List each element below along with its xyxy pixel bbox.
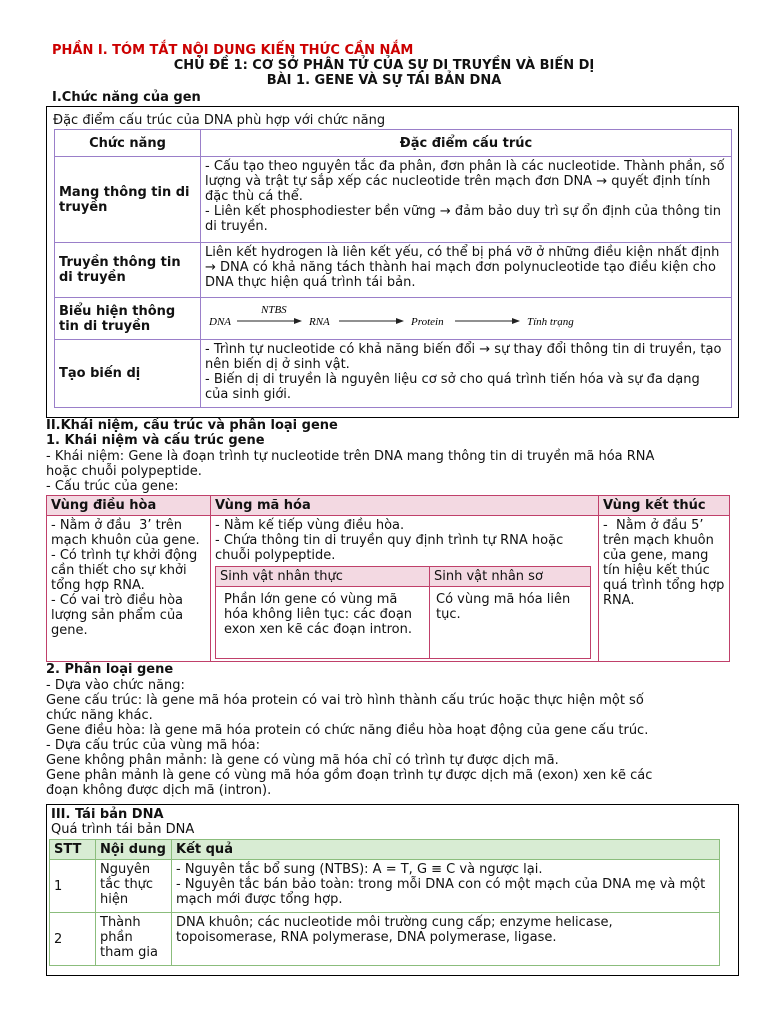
section3-box [46,804,739,976]
table-row [216,587,591,659]
text-line: Gene điều hòa: là gene mã hóa protein có chức năng điều hòa hoạt động của gene cấu trúc. [46,723,649,738]
coding-cell [211,516,599,662]
section1-caption: Đặc điểm cấu trúc của DNA phù hợp với chức năng [53,113,386,128]
col-stt: STT [50,840,96,860]
gene-definition-2: hoặc chuỗi polypeptide. [46,464,202,479]
expression-flow-diagram [205,304,725,334]
section2-sub2: 2. Phân loại gene [46,662,174,677]
text-line: Gene cấu trúc: là gene mã hóa protein có vai trò hình thành cấu trúc hoặc thực hiện một số [46,693,644,708]
table-row [55,340,732,408]
col-function: Chức năng [55,130,201,157]
table-row [55,157,732,243]
col-coding: Vùng mã hóa [211,496,599,516]
row-stt: 1 [50,860,96,913]
row-content: Nguyên tắc thực hiện [96,860,172,913]
row-desc: - Cấu tạo theo nguyên tắc đa phân, đơn phân là các nucleotide. Thành phần, số lượng và trật tự sắp xếp các nucleotide trên mạch đơn DNA → quyết định tính đặc thù cá thể. - Liên kết phosphodiester bền vững → đảm bảo duy trì sự ổn định của thông tin di truyền. [201,157,732,243]
gene-definition-1: - Khái niệm: Gene là đoạn trình tự nucleotide trên DNA mang thông tin di truyền mã hóa RNA [46,449,655,464]
col-termination: Vùng kết thúc [599,496,730,516]
termination-text: - Nằm ở đầu 5’ trên mạch khuôn của gene, mang tín hiệu kết thúc quá trình tổng hợp RNA. [599,516,730,662]
flow-dna: DNA [209,315,231,328]
part-heading: PHẦN I. TÓM TẮT NỘI DUNG KIẾN THỨC CẦN NẮM [52,43,414,58]
col-result: Kết quả [172,840,720,860]
function-table [54,129,732,408]
col-regulatory: Vùng điều hòa [47,496,211,516]
col-content: Nội dung [96,840,172,860]
section3-caption: Quá trình tái bản DNA [51,822,195,837]
row-name: Mang thông tin di truyền [55,157,201,243]
regulatory-text: - Nằm ở đầu 3’ trên mạch khuôn của gene. - Có trình tự khởi động cần thiết cho sự khởi tổng hợp RNA. - Có vai trò điều hòa lượng sản phẩm của gene. [47,516,211,662]
section2-sub1: 1. Khái niệm và cấu trúc gene [46,433,265,448]
table-row [50,860,720,913]
topic-heading: CHỦ ĐỀ 1: CƠ SỞ PHÂN TỬ CỦA SỰ DI TRUYỀN VÀ BIẾN DỊ [173,58,595,73]
row-content: Thành phần tham gia [96,913,172,966]
text-line: đoạn không được dịch mã (intron). [46,783,272,798]
col-eukaryote: Sinh vật nhân thực [216,567,430,587]
row-result: DNA khuôn; các nucleotide môi trường cung cấp; enzyme helicase, topoisomerase, RNA polymerase, DNA polymerase, ligase. [172,913,720,966]
row-name: Tạo biến dị [55,340,201,408]
table-header-row [55,130,732,157]
section3-title: III. Tái bản DNA [51,807,164,822]
row-desc: - Trình tự nucleotide có khả năng biến đổi → sự thay đổi thông tin di truyền, tạo nên biến dị ở sinh vật. - Biến dị di truyền là nguyên liệu cơ sở cho quá trình tiến hóa và sự đa dạng của sinh giới. [201,340,732,408]
coding-inner-table [215,566,591,659]
section1-box [46,106,739,418]
text-line: chức năng khác. [46,708,153,723]
table-row [55,298,732,340]
row-desc: Liên kết hydrogen là liên kết yếu, có thể bị phá vỡ ở những điều kiện nhất định → DNA có khả năng tách thành hai mạch đơn polynucleotide tạo điều kiện cho DNA thực hiện quá trình tái bản. [201,243,732,298]
classification-lines [46,678,652,798]
flow-protein: Protein [411,315,444,328]
row-result: - Nguyên tắc bổ sung (NTBS): A = T, G ≡ C và ngược lại. - Nguyên tắc bán bảo toàn: trong mỗi DNA con có một mạch của DNA mẹ và một mạch mới được tổng hợp. [172,860,720,913]
flow-ntbs: NTBS [261,303,287,316]
row-name: Biểu hiện thông tin di truyền [55,298,201,340]
section2-title: II.Khái niệm, cấu trúc và phân loại gene [46,418,338,433]
col-prokaryote: Sinh vật nhân sơ [430,567,591,587]
table-row [47,516,730,662]
coding-text: - Nằm kế tiếp vùng điều hòa. - Chứa thông tin di truyền quy định trình tự RNA hoặc chuỗi polypeptide. [215,518,564,563]
replication-table [49,839,720,966]
row-name: Truyền thông tin di truyền [55,243,201,298]
gene-structure-table [46,495,730,662]
flow-rna: RNA [309,315,330,328]
table-header-row [47,496,730,516]
text-line: Gene không phân mảnh: là gene có vùng mã hóa chỉ có trình tự được dịch mã. [46,753,559,768]
text-line: - Dựa cấu trúc của vùng mã hóa: [46,738,260,753]
gene-structure-label: - Cấu trúc của gene: [46,479,179,494]
lesson-heading: BÀI 1. GENE VÀ SỰ TÁI BẢN DNA [266,73,502,88]
row-stt: 2 [50,913,96,966]
table-header-row [216,567,591,587]
col-structure: Đặc điểm cấu trúc [201,130,732,157]
flow-trait: Tính trạng [527,315,574,328]
table-row [50,913,720,966]
text-line: - Dựa vào chức năng: [46,678,185,693]
table-row [55,243,732,298]
flow-cell [201,298,732,340]
text-line: Gene phân mảnh là gene có vùng mã hóa gồm đoạn trình tự được dịch mã (exon) xen kẽ các [46,768,653,783]
section1-title: I.Chức năng của gen [52,90,201,105]
eukaryote-text: Phần lớn gene có vùng mã hóa không liên tục: các đoạn exon xen kẽ các đoạn intron. [216,587,430,659]
prokaryote-text: Có vùng mã hóa liên tục. [430,587,591,659]
table-header-row [50,840,720,860]
